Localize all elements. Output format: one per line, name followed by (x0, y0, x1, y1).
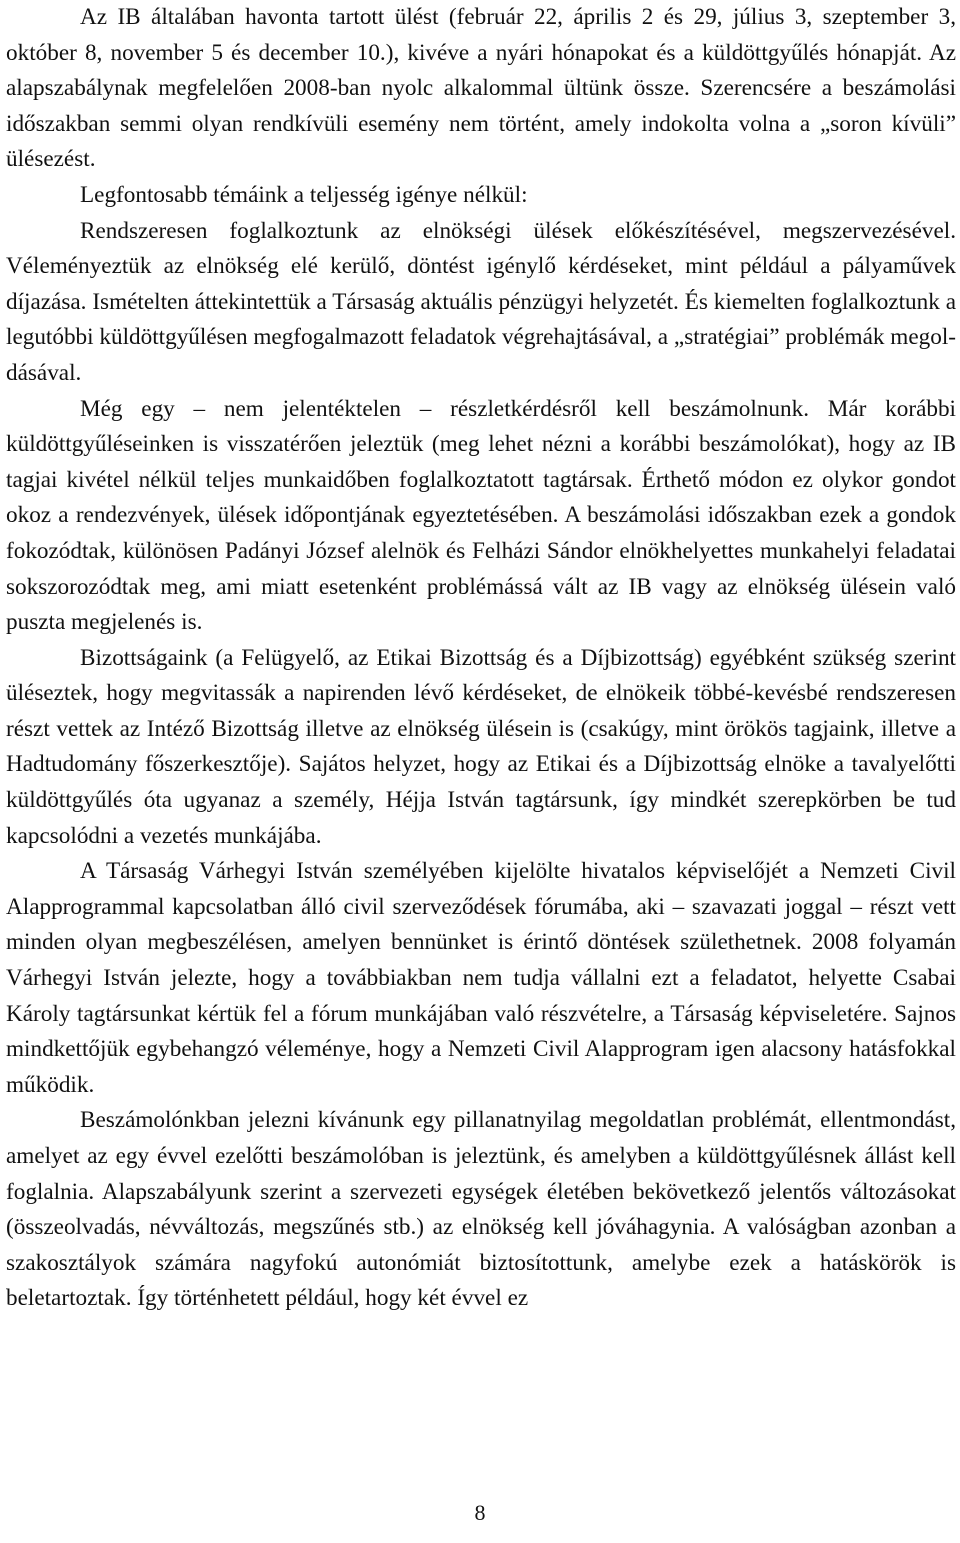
paragraph-open-problem: Beszámolónkban jelezni kívánunk egy pillanatnyilag megoldatlan problémát, ellentmondást, amelyet az egy évvel ezelőtti beszámolóban is jeleztünk, és amelyben a küldöttgyűlésnek állást kell foglalnia. Alapszabályunk szerint a szervezeti egységek életében bekövetkező jelentős változásokat (összeolvadás, névváltozás, megszűnés stb.) az elnökség kell jóváhagynia. A valóságban azonban a szakosztályok számára nagyfokú autonómiát biztosítottunk, amelybe ezek a hatáskörök is beletartoztak. Így történhetett például, hogy két évvel ez (6, 1107, 956, 1312)
paragraph-board-preparation: Rendszeresen foglalkoztunk az elnökségi ülések előkészítésével, megszervezésével. Véleményeztük az elnökség elé kerülő, döntést igénylő kérdéseket, mint például a pályaművek díjazása. Ismételten áttekintettük a Társaság aktuális pénzügyi helyzetét. És kiemelten foglalkoztunk a legutóbbi küldöttgyűlésen megfogalmazott feladatok végrehajtásával, a „stratégiai” problémák megoldásával. (6, 217, 956, 386)
paragraph-topics-heading: Legfontosabb témáink a teljesség igénye nélkül: (80, 181, 528, 208)
paragraph-committees: Bizottságaink (a Felügyelő, az Etikai Bizottság és a Díjbizottság) egyébként szükség szerint üléseztek, hogy megvitassák a napirenden lévő kérdéseket, de elnökeik többé-kevésbé rendszeresen részt vettek az Intéző Bizottság illetve az elnökség ülésein is (csakúgy, mint örökös tagjaink, illetve a Hadtudomány főszerkesztője). Sajátos helyzet, hogy az Etikai és a Díjbizottság elnöke a tavalyelőtti küldöttgyűlés óta ugyanaz a személy, Héjja István tagtársunk, így mindkét szerepkörben be tud kapcsolódni a vezetés munkájába. (6, 644, 956, 849)
document-page (6, 0, 956, 1317)
paragraph-civil-program: A Társaság Várhegyi István személyében kijelölte hivatalos képviselőjét a Nemzeti Civil Alapprogrammal kapcsolatban álló civil szerveződések fórumába, aki – szavazati joggal – részt vett minden olyan megbeszélésen, amelyen bennünket is érintő döntések születhetnek. 2008 folyamán Várhegyi István jelezte, hogy a továbbiakban nem tudja vállalni ezt a feladatot, helyette Csabai Károly tagtársunkat kértük fel a fórum munkájában való részvételre, a Társaság képviseletére. Sajnos mindkettőjük egybehangzó véleménye, hogy a Nemzeti Civil Alapprogram igen alacsony hatásfokkal működik. (6, 858, 956, 1098)
paragraph-meetings: Az IB általában havonta tartott ülést (február 22, április 2 és 29, július 3, szeptember 3, október 8, november 5 és december 10.), kivéve a nyári hónapokat és a küldöttgyűlés hónapját. Az alapszabálynak megfelelően 2008-ban nyolc alkalommal ültünk össze. Szerencsére a beszámolási időszakban semmi olyan rendkívüli esemény nem történt, amely indokolta volna a „soron kívüli” ülésezést. (6, 4, 956, 173)
page-number: 8 (474, 1500, 486, 1525)
paragraph-member-availability: Még egy – nem jelentéktelen – részletkérdésről kell beszámolnunk. Már korábbi küldöttgyűléseinken is visszatérően jeleztük (meg lehet nézni a korábbi beszámolókat), hogy az IB tagjai kivétel nélkül teljes munkaidőben foglalkoztatott tagtársak. Érthető módon ez olykor gondot okoz a rendezvények, ülések időpontjának egyeztetésében. A beszámolási időszakban ezek a gondok fokozódtak, különösen Padányi József alelnök és Felházi Sándor elnökhelyettes munkahelyi feladatai sokszorozódtak meg, ami miatt esetenként problémássá vált az IB vagy az elnökség ülésein való puszta megjelenés is. (6, 395, 956, 636)
